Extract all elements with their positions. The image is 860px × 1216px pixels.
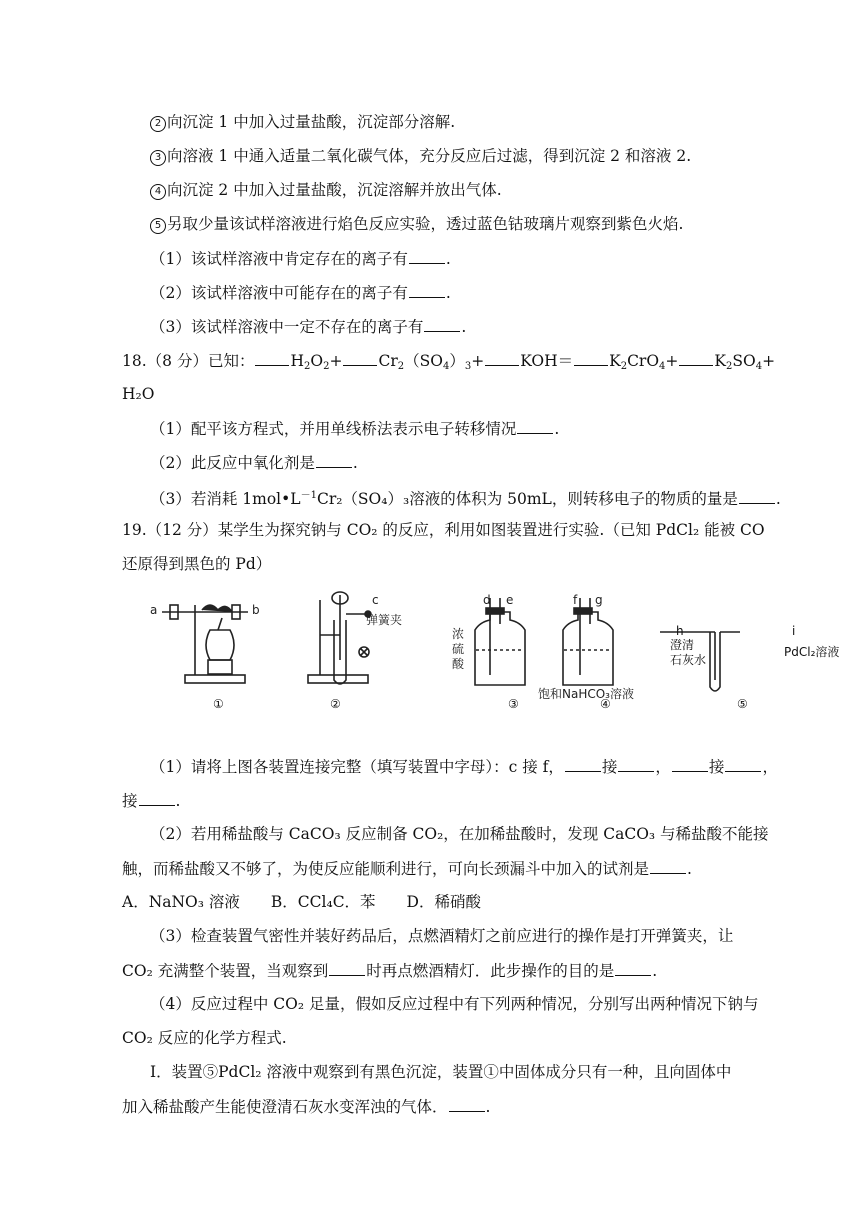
answer-blank[interactable] [449,1096,485,1112]
q17-step-2-text: 向沉淀 1 中加入过量盐酸，沉淀部分溶解. [167,113,456,131]
q19-case-1b-text: 加入稀盐酸产生能使澄清石灰水变浑浊的气体． [122,1098,448,1116]
coef-blank[interactable] [343,350,377,366]
q19-heading-2: 还原得到黑色的 Pd） [122,555,272,573]
answer-blank[interactable] [565,756,601,772]
q17-sub-1-text: （1）该试样溶液中肯定存在的离子有 [150,250,408,268]
limewater-label [670,638,706,668]
q17-step-5-text: 另取少量该试样溶液进行焰色反应实验，透过蓝色钴玻璃片观察到紫色火焰. [167,215,684,233]
answer-blank[interactable] [139,790,175,806]
coef-blank[interactable] [255,350,289,366]
answer-blank[interactable] [409,248,445,264]
q19-sub-3a: （3）检查装置气密性并装好药品后，点燃酒精灯之前应进行的操作是打开弹簧夹，让 [150,927,734,945]
nahco3-label: 饱和NaHCO₃溶液 [538,687,634,701]
q19-sub-4a: （4）反应过程中 CO₂ 足量，假如反应过程中有下列两种情况，分别写出两种情况下钠与 [150,995,759,1013]
comma: ， [762,758,778,776]
q18-sub-1-text: （1）配平该方程式，并用单线桥法表示电子转移情况 [150,420,517,438]
answer-blank[interactable] [739,488,775,504]
circled-number: 4 [150,184,166,200]
limewater-label-2: 石灰水 [670,653,707,667]
period: . [352,454,358,472]
apparatus-number-4: ④ [600,697,611,711]
q19-sub-1 [150,756,778,777]
label-g: g [595,593,603,607]
answer-blank[interactable] [329,960,365,976]
apparatus-3 [475,598,525,685]
q18-heading: 18.（8 分）已知： [122,352,255,370]
q17-step-4-text: 向沉淀 2 中加入过量盐酸，沉淀溶解并放出气体. [167,181,502,199]
circled-number: 5 [150,218,166,234]
apparatus-number-1: ① [213,697,224,711]
connect-word: 接 [122,792,138,810]
label-d: d [483,593,491,607]
q17-step-3-text: 向溶液 1 中通入适量二氧化碳气体，充分反应后过滤，得到沉淀 2 和溶液 2. [167,147,692,165]
apparatus-number-3: ③ [508,697,519,711]
coef-blank[interactable] [574,350,608,366]
period: . [554,420,560,438]
q19-heading: 19.（12 分）某学生为探究钠与 CO₂ 的反应，利用如图装置进行实验.（已知 PdCl₂ 能被 CO [122,521,765,539]
limewater-label-1: 澄清 [670,638,695,652]
label-h: h [676,624,684,638]
label-a: a [150,603,158,617]
q17-step-4 [150,180,502,200]
q18-sub-3-text-b: Cr₂（SO₄）₃溶液的体积为 50mL，则转移电子的物质的量是 [316,490,738,508]
circled-number: 2 [150,116,166,132]
acid-label-3: 酸 [452,657,465,671]
q19-sub-4b: CO₂ 反应的化学方程式. [122,1029,287,1047]
period: . [445,250,451,268]
apparatus-4 [563,598,613,685]
period: . [775,490,781,508]
q19-sub-1-text: （1）请将上图各装置连接完整（填写装置中字母）：c 接 f， [150,758,564,776]
coef-blank[interactable] [679,350,713,366]
q17-step-5 [150,214,683,234]
period: . [461,318,467,336]
period: . [652,962,658,980]
q18-sub-3 [150,486,781,509]
q19-sub-1-cont [122,790,180,811]
q19-case-1b [122,1096,490,1117]
label-e: e [506,593,514,607]
q19-sub-2b-text: 触，而稀盐酸又不够了，为使反应能顺利进行，可向长颈漏斗中加入的试剂是 [122,860,650,878]
answer-blank[interactable] [618,756,654,772]
q17-sub-2-text: （2）该试样溶液中可能存在的离子有 [150,284,408,302]
period: . [175,792,181,810]
label-f: f [573,593,578,607]
q17-sub-2 [150,282,451,303]
label-c: c [372,593,379,607]
apparatus-1 [162,605,248,683]
answer-blank[interactable] [615,960,651,976]
q18-equation-tail: H₂O [122,385,155,403]
apparatus-diagram [140,590,740,715]
q18-equation: 18.（8 分）已知： $H_2O_2+ Cr_2(SO_4)_3+ KOH= K_2CrO_4+ K_2SO_4+$ [122,352,776,372]
q17-sub-1 [150,248,451,269]
label-b: b [252,603,260,617]
apparatus-2 [308,592,371,684]
coef-blank[interactable] [485,350,519,366]
circled-number: 3 [150,150,166,166]
period: . [687,860,692,878]
q19-sub-3c-text: 时再点燃酒精灯．此步操作的目的是 [366,962,615,980]
apparatus-number-5: ⑤ [737,697,748,711]
period: . [485,1098,491,1116]
pdcl2-label: PdCl₂溶液 [784,645,840,659]
connect-word: 接 [708,758,725,776]
answer-blank[interactable] [316,452,352,468]
q18-sub-2-text: （2）此反应中氧化剂是 [150,454,315,472]
answer-blank[interactable] [424,316,460,332]
q18-sub-1 [150,418,559,439]
acid-label-2: 硫 [452,642,465,656]
clamp-label: 弹簧夹 [366,613,403,627]
q19-sub-3b-text: CO₂ 充满整个装置，当观察到 [122,962,329,980]
q19-case-1a: Ⅰ．装置⑤PdCl₂ 溶液中观察到有黑色沉淀，装置①中固体成分只有一种，且向固体中 [150,1063,732,1081]
acid-label-1: 浓 [452,627,465,641]
q19-options: A．NaNO₃ 溶液 B．CCl₄C．苯 D．稀硝酸 [122,893,481,911]
q17-step-3 [150,146,691,166]
q17-sub-3 [150,316,466,337]
answer-blank[interactable] [517,418,553,434]
period: . [445,284,451,302]
apparatus-number-2: ② [330,697,341,711]
q17-sub-3-text: （3）该试样溶液中一定不存在的离子有 [150,318,424,336]
superscript-minus-one: －1 [300,490,317,501]
q18-sub-2 [150,452,358,473]
q19-sub-2a: （2）若用稀盐酸与 CaCO₃ 反应制备 CO₂，在加稀盐酸时，发现 CaCO₃ 与稀盐酸不能接 [150,825,769,843]
answer-blank[interactable] [650,858,686,874]
q19-sub-3b [122,960,657,981]
q19-sub-2b [122,858,692,879]
answer-blank[interactable] [672,756,708,772]
q17-step-2 [150,112,455,132]
q18-sub-3-text-a: （3）若消耗 1mol•L [150,490,301,508]
answer-blank[interactable] [409,282,445,298]
connect-word: 接 [601,758,618,776]
answer-blank[interactable] [725,756,761,772]
comma: ， [655,758,671,776]
label-i: i [792,624,796,638]
